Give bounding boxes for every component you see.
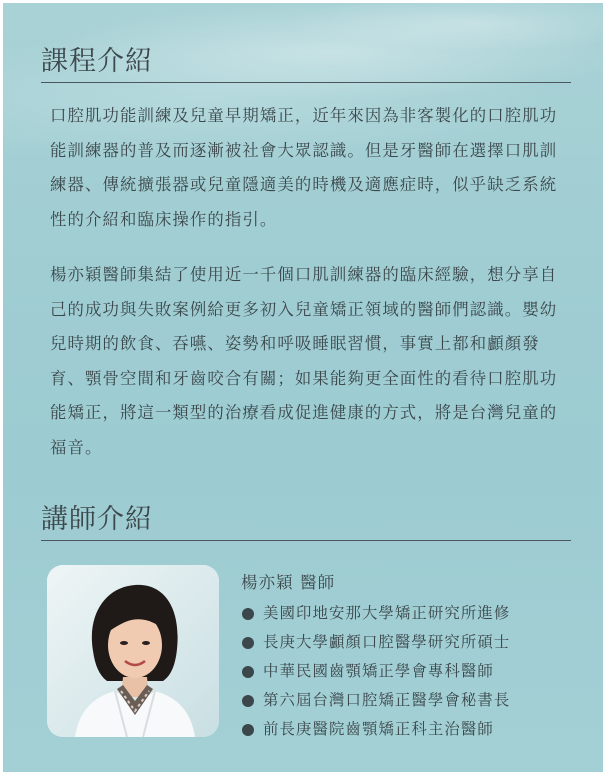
- instructor-name: 楊亦穎 醫師: [241, 573, 336, 592]
- instructor-title-rule: [41, 540, 571, 541]
- credential-text: 第六屆台灣口腔矯正醫學會秘書長: [263, 691, 511, 709]
- credential-item: [241, 599, 510, 628]
- instructor-portrait-illustration: [47, 565, 219, 737]
- credential-text: 前長庚醫院齒顎矯正科主治醫師: [263, 720, 494, 738]
- bullet-icon: [242, 695, 254, 707]
- credential-item: [241, 657, 510, 686]
- course-section-title: 課程介紹: [41, 46, 153, 77]
- course-page: [3, 3, 603, 772]
- credential-text: 長庚大學顱顏口腔醫學研究所碩士: [263, 633, 511, 651]
- course-paragraph-1: 口腔肌功能訓練及兒童早期矯正，近年來因為非客製化的口腔肌功能訓練器的普及而逐漸被社會大眾認識。但是牙醫師在選擇口肌訓練器、傳統擴張器或兒童隱適美的時機及適應症時，似乎缺乏系統性的介紹和臨床操作的指引。: [50, 106, 558, 229]
- bullet-icon: [242, 608, 254, 620]
- instructor-photo: [47, 565, 219, 737]
- bullet-icon: [242, 724, 254, 736]
- credential-text: 美國印地安那大學矯正研究所進修: [263, 604, 511, 622]
- instructor-credentials-list: [241, 599, 510, 744]
- course-title-rule: [41, 82, 571, 83]
- course-paragraph-2: 楊亦穎醫師集結了使用近一千個口肌訓練器的臨床經驗，想分享自己的成功與失敗案例給更多初入兒童矯正領域的醫師們認識。嬰幼兒時期的飲食、吞嚥、姿勢和呼吸睡眠習慣，事實上都和顱顏發育、顎骨空間和牙齒咬合有關；如果能夠更全面性的看待口腔肌功能矯正，將這一類型的治療看成促進健康的方式，將是台灣兒童的福音。: [50, 265, 558, 457]
- credential-item: [241, 715, 510, 744]
- instructor-section-title: 講師介紹: [41, 504, 153, 535]
- credential-item: [241, 686, 510, 715]
- credential-text: 中華民國齒顎矯正學會專科醫師: [263, 662, 494, 680]
- bullet-icon: [242, 637, 254, 649]
- credential-item: [241, 628, 510, 657]
- bullet-icon: [242, 666, 254, 678]
